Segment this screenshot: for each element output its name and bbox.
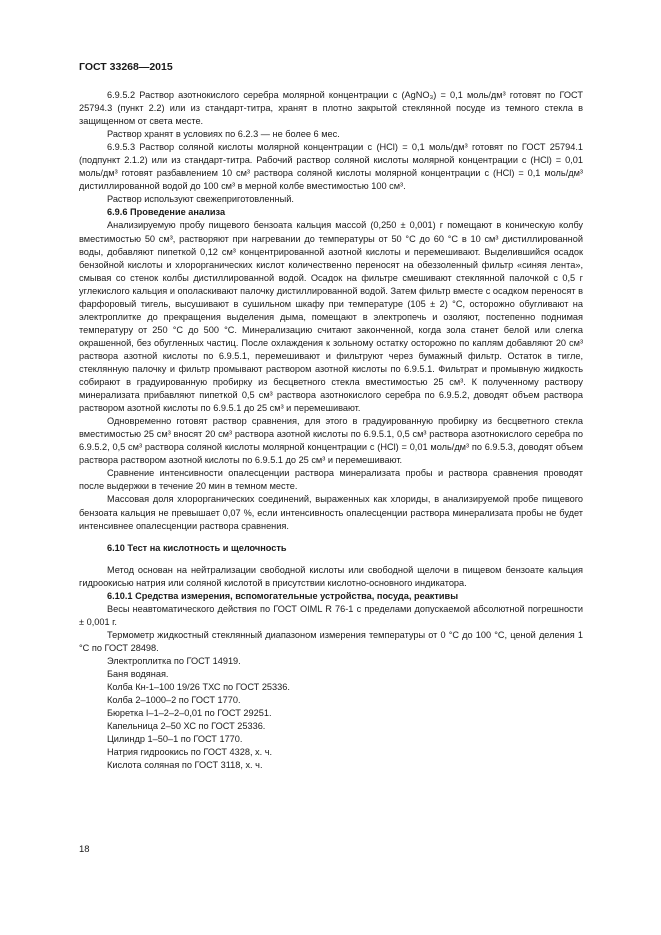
paragraph-fresh: Раствор используют свежеприготовленный. <box>107 194 294 205</box>
list-item-hydrochloric-acid: Кислота соляная по ГОСТ 3118, х. ч. <box>107 760 263 771</box>
standard-code-header: ГОСТ 33268—2015 <box>79 61 173 73</box>
list-item-burette: Бюретка I–1–2–2–0,01 по ГОСТ 29251. <box>107 708 272 719</box>
paragraph-method: Метод основан на нейтрализации свободной кислоты или свободной щелочи в пищевом бензоате кальция гидроокисью натрия или соляной кислотой в присутствии кислотно-основного индикатора. <box>79 564 583 588</box>
paragraph-6-9-5-2: 6.9.5.2 Раствор азотнокислого серебра молярной концентрации c (AgNO₃) = 0,1 моль/дм³ готовят по ГОСТ 25794.3 (пункт 2.2) или из стандарт-титра, хранят в плотно закрытой стеклянной посуде из темного стекла в защищенном от света месте. <box>79 90 583 127</box>
list-item-flask-kn: Колба Кн-1–100 19/26 ТХС по ГОСТ 25336. <box>107 682 290 693</box>
paragraph-mass-fraction: Массовая доля хлорорганических соединений, выраженных как хлориды, в анализируемой пробе пищевого бензоата кальция не превышает 0,07 %, если интенсивность опалесценции раствора минерализата пробы не будет интенсивнее опалесценции раствора сравнения. <box>79 494 583 531</box>
paragraph-6-9-5-3: 6.9.5.3 Раствор соляной кислоты молярной концентрации c (HCl) = 0,1 моль/дм³ готовят по ГОСТ 25794.1 (подпункт 2.1.2) или из стандарт-титра. Рабочий раствор соляной кислоты молярной концентрации c (HCl) = 0,01 моль/дм³ готовят разбавлением 10 см³ раствора соляной кислоты молярной концентрации c (HCl) = 0,1 моль/дм³ дистиллированной водой до 100 см³ в мерной колбе вместимостью 100 см³. <box>79 142 583 192</box>
paragraph-analysis: Анализируемую пробу пищевого бензоата кальция массой (0,250 ± 0,001) г помещают в коническую колбу вместимостью 50 см³, растворяют при нагревании до температуры от 50 °С до 60 °С в 10 см³ дистиллированной воды, добавляют пипеткой 0,12 см³ концентрированной азотной кислоты и перемешивают. Выделившийся осадок бензойной кислоты и хлорорганических кислот количественно переносят на обеззоленный фильтр «синяя лента», смывая со стенок колбы дистиллированной водой. Осадок на фильтре смешивают стеклянной палочкой с 0,5 г углекислого кальция и ополаскивают палочку дистиллированной водой. Затем фильтр вместе с осадком переносят в фарфоровый тигель, высушивают в сушильном шкафу при температуре (105 ± 2) °С, осторожно обугливают на электроплитке до прекращения выделения дыма, помещают в электропечь и озоляют, постепенно поднимая температуру от 250 °С до 500 °С. Минерализацию считают законченной, когда зола станет белой или слегка окрашенной, без обугленных частиц. После охлаждения к зольному остатку осторожно по каплям добавляют 20 см³ раствора азотной кислоты по 6.9.5.1, перемешивают и фильтруют через бумажный фильтр. Остаток в тигле, стеклянную палочку и фильтр промывают раствором азотной кислоты по 6.9.5.1. Фильтрат и промывную жидкость собирают в градуированную пробирку из бесцветного стекла вместимостью 25 см³. К полученному раствору минерализата прибавляют пипеткой 0,5 см³ раствора азотнокислого серебра по 6.9.5.2, доводят объем раствора раствором азотной кислоты по 6.9.5.1 до 25 см³ и перемешивают. <box>79 220 583 414</box>
list-item-flask-2: Колба 2–1000–2 по ГОСТ 1770. <box>107 695 241 706</box>
paragraph-comparison: Сравнение интенсивности опалесценции раствора минерализата пробы и раствора сравнения проводят после выдержки в течение 20 мин в темном месте. <box>79 468 583 492</box>
page-number: 18 <box>79 844 90 855</box>
section-heading-6-10-1: 6.10.1 Средства измерения, вспомогательные устройства, посуда, реактивы <box>107 590 459 601</box>
section-heading-6-9-6: 6.9.6 Проведение анализа <box>107 207 226 218</box>
section-heading-6-10: 6.10 Тест на кислотность и щелочность <box>107 542 287 553</box>
list-item-cylinder: Цилиндр 1–50–1 по ГОСТ 1770. <box>107 734 243 745</box>
list-item-water-bath: Баня водяная. <box>107 669 169 680</box>
list-item-dropper: Капельница 2–50 ХС по ГОСТ 25336. <box>107 721 266 732</box>
list-item-scales: Весы неавтоматического действия по ГОСТ OIML R 76-1 с пределами допускаемой абсолютной погрешности ± 0,001 г. <box>79 603 583 627</box>
list-item-hotplate: Электроплитка по ГОСТ 14919. <box>107 655 241 666</box>
paragraph-storage: Раствор хранят в условиях по 6.2.3 — не более 6 мес. <box>107 129 340 140</box>
document-body <box>79 89 583 772</box>
paragraph-reference-solution: Одновременно готовят раствор сравнения, для этого в градуированную пробирку из бесцветного стекла вместимостью 25 см³ вносят 20 см³ раствора азотной кислоты по 6.9.5.1, 0,5 см³ раствора азотнокислого серебра по 6.9.5.2, 0,5 см³ раствора соляной кислоты молярной концентрации c (HCl) = 0,01 моль/дм³ по 6.9.5.3, доводят объем раствора раствором азотной кислоты по 6.9.5.1 до 25 см³ и перемешивают. <box>79 416 583 466</box>
list-item-thermometer: Термометр жидкостный стеклянный диапазоном измерения температуры от 0 °С до 100 °С, ценой деления 1 °С по ГОСТ 28498. <box>79 629 583 653</box>
list-item-sodium-hydroxide: Натрия гидроокись по ГОСТ 4328, х. ч. <box>107 747 273 758</box>
